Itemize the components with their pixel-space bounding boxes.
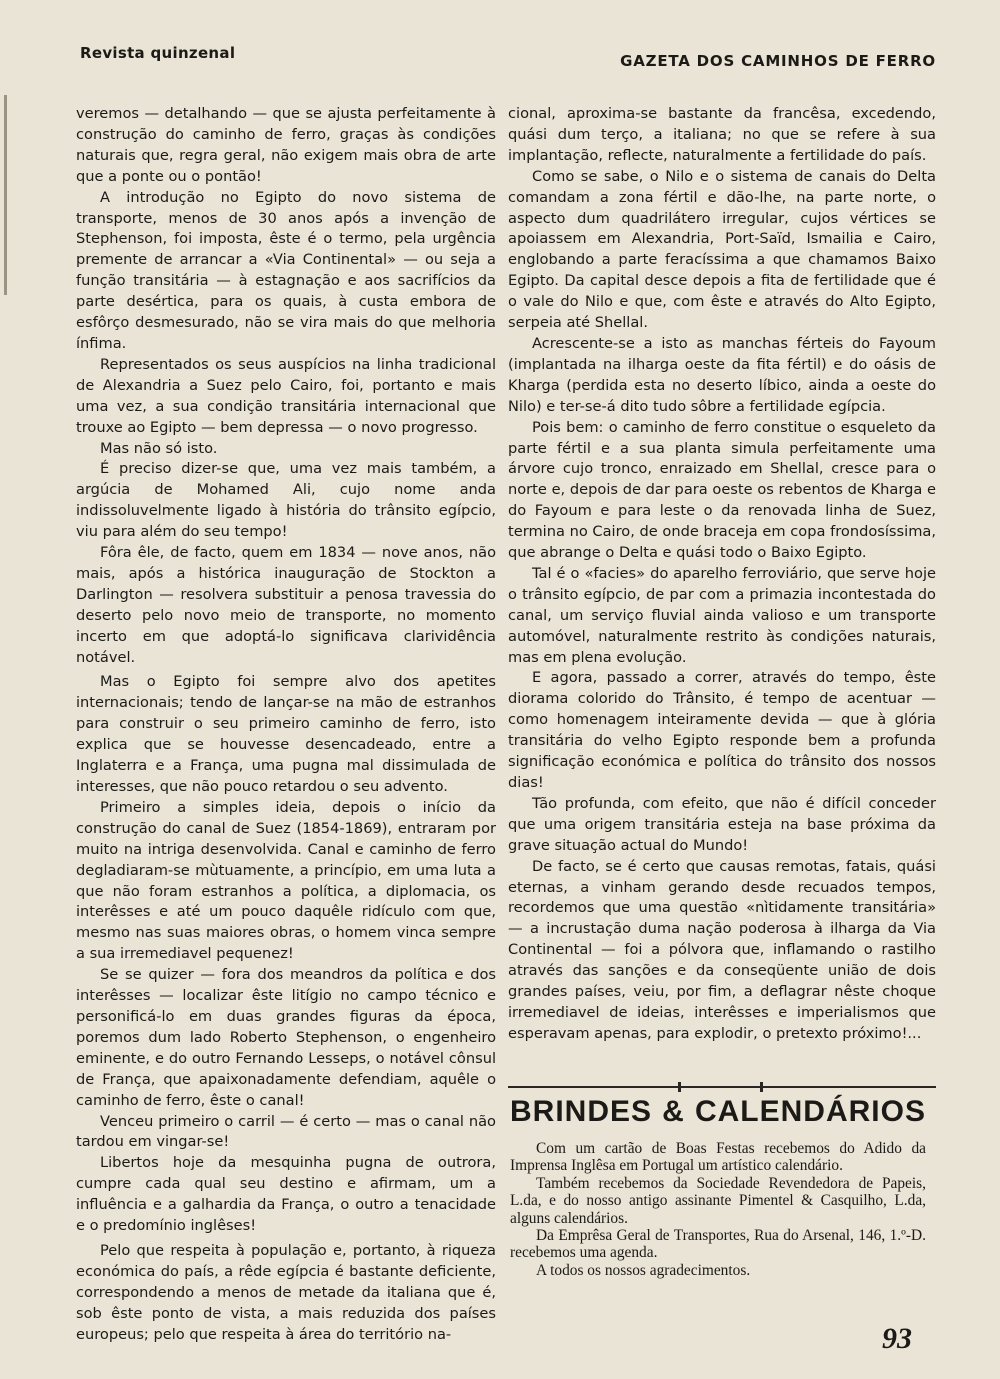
section-divider [508,1086,936,1088]
heading-word: BRINDES [510,1095,653,1128]
paragraph: Pois bem: o caminho de ferro constitue o esqueleto da parte fértil e a sua planta simula perfeitamente uma árvore cujo tronco, enraizado em Shellal, cresce para o norte e, depois de dar para oeste os rebentos de Kharga e do Fayoum e para leste o da renovada linha de Suez, termina no Cairo, de onde braceja em copa frondosíssima, que abrange o Delta e quási todo o Baixo Egipto. [508,418,936,562]
paragraph: Pelo que respeita à população e, portanto, à riqueza económica do país, a rêde egípcia é bastante deficiente, correspondendo a menos de metade da italiana que é, sob êste ponto de vista, a mais reduzida dos países europeus; pelo que respeita à área do território na- [76,1241,496,1343]
divider-ornament [760,1082,763,1092]
brindes-paragraph: Com um cartão de Boas Festas recebemos do Adido da Imprensa Inglêsa em Portugal um artístico calendário. [510,1140,926,1175]
brindes-paragraph: A todos os nossos agradecimentos. [536,1261,751,1279]
heading-word: CALENDÁRIOS [694,1095,926,1128]
brindes-paragraph: Da Emprêsa Geral de Transportes, Rua do Arsenal, 146, 1.º-D. recebemos uma agenda. [510,1227,926,1262]
paragraph: Como se sabe, o Nilo e o sistema de canais do Delta comandam a zona fértil e dão-lhe, na parte norte, o aspecto dum quadrilátero irregular, cujos vértices se apoiassem em Alexandria, Port-Saïd, Ismailia e Cairo, englobando a parte feracíssima a que chamamos Baixo Egipto. Da capital desce depois a fita de fertilidade que é o vale do Nilo e que, com êste e através do Alto Egipto, serpeia até Shellal. [508,167,936,332]
paragraph: Representados os seus auspícios na linha tradicional de Alexandria a Suez pelo Cairo, foi, portanto e mais uma vez, a sua condição transitária internacional que trouxe ao Egipto — bem depressa — o novo progresso. [76,355,496,436]
paragraph: Tal é o «facies» do aparelho ferroviário, que serve hoje o trânsito egípcio, de par com a primazia incontestada do canal, um serviço fluvial ainda valioso e um transporte automóvel, naturalmente restrito às condições naturais, mas em plena evolução. [508,564,936,666]
header-right: GAZETA DOS CAMINHOS DE FERRO [620,52,936,70]
paragraph: A introdução no Egipto do novo sistema de transporte, menos de 30 anos após a invenção de Stephenson, foi imposta, êste é o termo, pela urgência premente de arrancar a «Via Continental» — ou seja a função transitária — à estagnação e aos sacrifícios da parte desértica, para os quais, à custa embora de esfôrço desmesurado, não se vira mais do que melhoria ínfima. [76,188,496,352]
paragraph: Libertos hoje da mesquinha pugna de outrora, cumpre cada qual seu destino e afirmam, um a influência e a galhardia da França, o outro a tenacidade e o predomínio inglêses! [76,1154,496,1235]
right-column [508,104,936,1045]
brindes-heading [510,1095,926,1129]
paragraph: Tão profunda, com efeito, que não é difícil conceder que uma origem transitária esteja na base próxima da grave situação actual do Mundo! [508,794,936,854]
header-left: Revista quinzenal [80,44,236,62]
heading-ampersand: & [662,1095,685,1128]
binding-mark [4,95,7,295]
paragraph: Fôra êle, de facto, quem em 1834 — nove anos, não mais, após a histórica inauguração de Stockton a Darlington — resolvera substituir a penosa travessia do deserto pelo novo meio de transporte, no momento incerto em que adoptá-lo significava clarividência notável. [76,544,496,666]
page-number: 93 [882,1322,912,1355]
paragraph: De facto, se é certo que causas remotas, fatais, quási eternas, a vinham gerando desde recuados tempos, recordemos que uma questão «nìtidamente transitária» — a incrustação duma nação poderosa à ilharga da Via Continental — foi a pólvora que, inflamando o rastilho através das sanções e da conseqüente união de dois grandes países, veiu, por fim, a deflagrar nêste choque irremediavel de ideias, interêsses e imperialismos que esperavam apenas, para explodir, o pretexto próximo!... [508,857,936,1042]
paragraph: cional, aproxima-se bastante da francêsa, excedendo, quási dum terço, a italiana; no que se refere à sua implantação, reflecte, naturalmente a fertilidade do país. [508,105,936,164]
paragraph: É preciso dizer-se que, uma vez mais também, a argúcia de Mohamed Ali, cujo nome anda indissoluvelmente ligado à história do trânsito egípcio, viu para além do seu tempo! [76,460,496,541]
divider-ornament [678,1082,681,1092]
paragraph: Se se quizer — fora dos meandros da política e dos interêsses — localizar êste litígio no campo técnico e personificá-lo em duas grandes figuras da época, poremos dum lado Roberto Stephenson, o engenheiro eminente, e do outro Fernando Lesseps, o notável cônsul de França, que apaixonadamente defendiam, aquêle o caminho de ferro, êste o canal! [76,966,496,1109]
brindes-body [510,1140,926,1279]
paragraph: Mas o Egipto foi sempre alvo dos apetites internacionais; tendo de lançar-se na mão de estranhos para construir o seu primeiro caminho de ferro, isto explica que se houvesse desencadeado, entre a Inglaterra e a França, uma pugna mal dissimulada de interesses, que não pouco retardou o seu advento. [76,673,496,795]
brindes-paragraph: Também recebemos da Sociedade Revendedora de Papeis, L.da, e do nosso antigo assinante Pimentel & Casquilho, L.da, alguns calendários. [510,1174,926,1227]
left-column [76,104,496,1345]
paragraph: Acrescente-se a isto as manchas férteis do Fayoum (implantada na ilharga oeste da fita fértil) e do oásis de Kharga (perdida esta no deserto líbico, ainda a oeste do Nilo) e ter-se-á dito tudo sôbre a fertilidade egípcia. [508,334,936,415]
paragraph: E agora, passado a correr, através do tempo, êste diorama colorido do Trânsito, é tempo de acentuar — como homenagem inteiramente devida — que à glória transitária do velho Egipto responde bem a profunda significação económica e política do trânsito dos nossos dias! [508,669,936,791]
paragraph: Mas não só isto. [100,439,218,457]
paragraph: Venceu primeiro o carril — é certo — mas o canal não tardou em vingar-se! [76,1112,496,1151]
paragraph: Primeiro a simples ideia, depois o início da construção do canal de Suez (1854-1869), entraram por muito na intriga desenvolvida. Canal e caminho de ferro degladiaram-se mùtuamente, a princípio, em uma luta a que não foram estranhos a política, a diplomacia, os interêsses e até um pouco daquêle ridículo com que, mesmo nas suas maiores obras, o homem vinca sempre a sua irremediavel pequenez! [76,798,496,963]
paragraph: veremos — detalhando — que se ajusta perfeitamente à construção do caminho de ferro, graças às condições naturais que, regra geral, não exigem mais obra de arte que a ponte ou o pontão! [76,105,496,185]
